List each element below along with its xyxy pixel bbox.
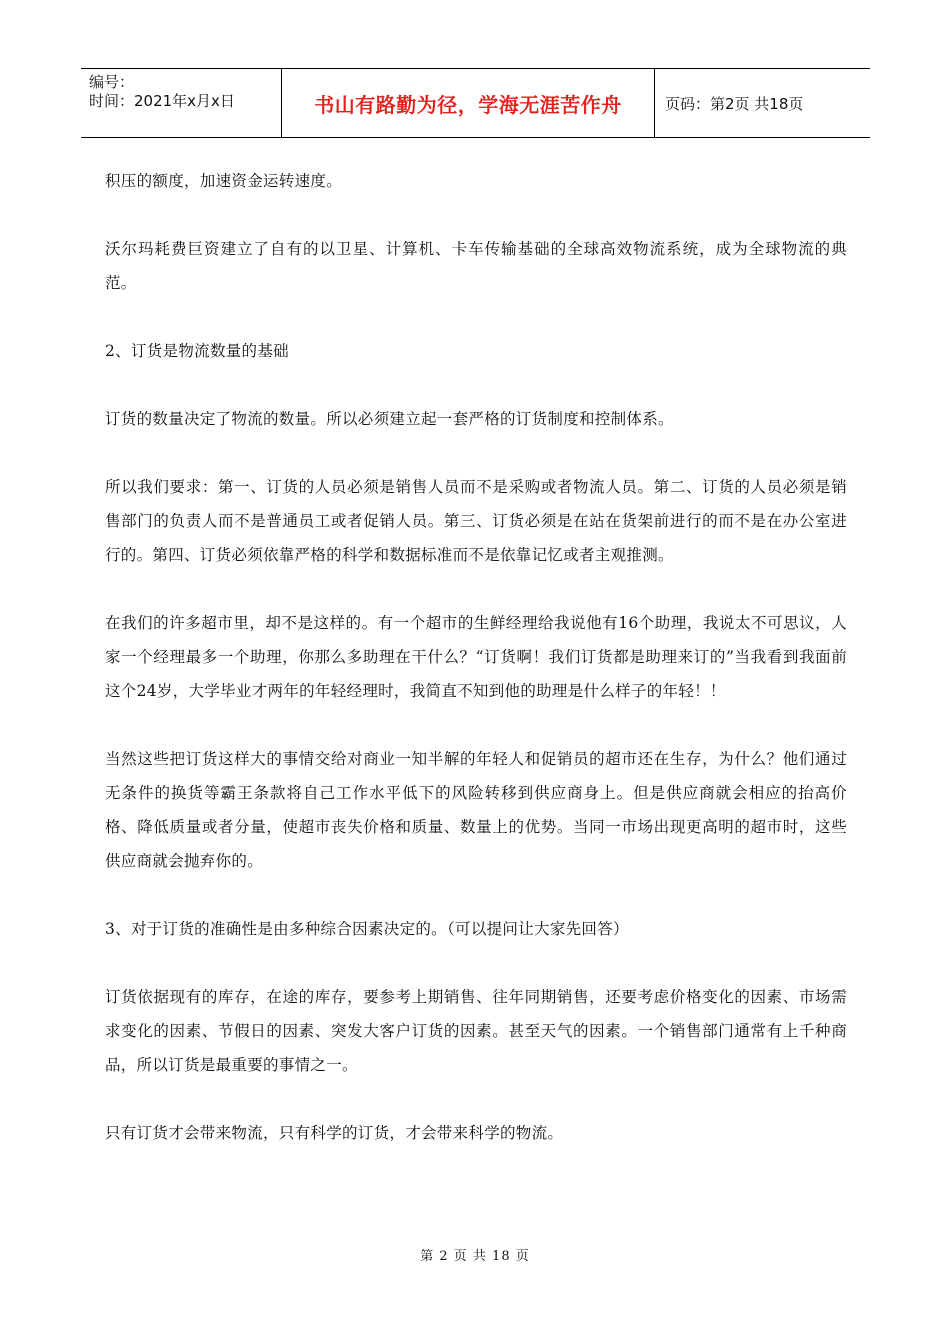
header-motto-cell <box>282 69 655 137</box>
date-label: 时间：2021年x月x日 <box>89 92 235 110</box>
paragraph: 所以我们要求：第一、订货的人员必须是销售人员而不是采购或者物流人员。第二、订货的人员必须是销售部门的负责人而不是普通员工或者促销人员。第三、订货必须是在站在货架前进行的而不是在办公室进行的。第四、订货必须依靠严格的科学和数据标准而不是依靠记忆或者主观推测。 <box>105 478 847 564</box>
page-footer: 第 2 页 共 18 页 <box>420 1249 530 1264</box>
paragraph: 订货的数量决定了物流的数量。所以必须建立起一套严格的订货制度和控制体系。 <box>105 410 674 428</box>
header-meta <box>81 69 282 137</box>
paragraph: 在我们的许多超市里，却不是这样的。有一个超市的生鲜经理给我说他有16个助理，我说太不可思议，人家一个经理最多一个助理，你那么多助理在干什么？“订货啊！我们订货都是助理来订的”当我看到我面前这个24岁，大学毕业才两年的年轻经理时，我简直不知到他的助理是什么样子的年轻！！ <box>105 614 847 700</box>
motto: 书山有路勤为径，学海无涯苦作舟 <box>314 92 622 117</box>
paragraph: 订货依据现有的库存，在途的库存，要参考上期销售、往年同期销售，还要考虑价格变化的因素、市场需求变化的因素、节假日的因素、突发大客户订货的因素。甚至天气的因素。一个销售部门通常有上千种商品，所以订货是最重要的事情之一。 <box>105 988 847 1074</box>
paragraph: 积压的额度，加速资金运转速度。 <box>105 172 343 190</box>
number-label: 编号： <box>89 73 135 91</box>
section-heading: 2、订货是物流数量的基础 <box>105 342 289 360</box>
section-heading: 3、对于订货的准确性是由多种综合因素决定的。（可以提问让大家先回答） <box>105 920 629 938</box>
paragraph: 沃尔玛耗费巨资建立了自有的以卫星、计算机、卡车传输基础的全球高效物流系统，成为全球物流的典范。 <box>105 240 847 292</box>
document-body <box>105 164 847 1184</box>
header-page-info-cell <box>655 69 870 137</box>
document-header <box>81 68 870 138</box>
paragraph: 当然这些把订货这样大的事情交给对商业一知半解的年轻人和促销员的超市还在生存，为什么？他们通过无条件的换货等霸王条款将自己工作水平低下的风险转移到供应商身上。但是供应商就会相应的抬高价格、降低质量或者分量，使超市丧失价格和质量、数量上的优势。当同一市场出现更高明的超市时，这些供应商就会抛弃你的。 <box>105 750 847 870</box>
page-info: 页码：第2页 共18页 <box>665 94 804 113</box>
paragraph: 只有订货才会带来物流，只有科学的订货，才会带来科学的物流。 <box>105 1124 564 1142</box>
